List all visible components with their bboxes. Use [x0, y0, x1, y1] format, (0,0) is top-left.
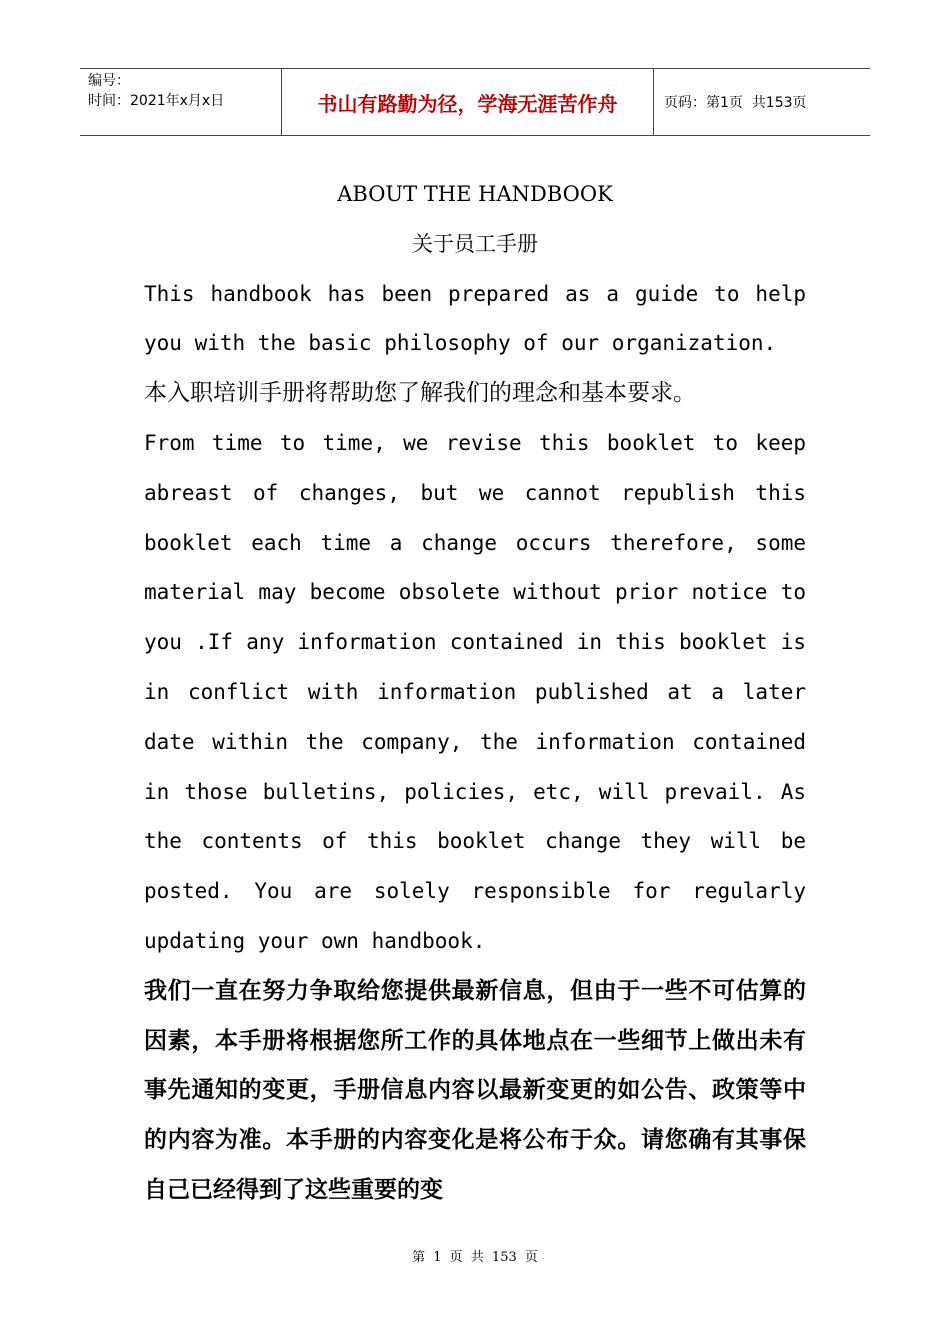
header-page-info — [654, 69, 870, 135]
date-label: 时间：2021年x月x日 — [88, 93, 225, 109]
header-motto: 书山有路勤为径，学海无涯苦作舟 — [282, 69, 654, 135]
document-title-cn: 关于员工手册 — [412, 231, 538, 256]
paragraph-en-2: From time to time, we revise this booklet to keep abreast of changes, but we cannot republish this booklet each time a change occurs therefore, some material may become obsolete without prior notice to you .If any information contained in this booklet is in conflict with information published at a later date within the company, the information contained in those bulletins, policies, etc, will prevail. As the contents of this booklet change they will be posted. You are solely responsible for regularly updating your own handbook. — [144, 430, 806, 953]
page-footer: 第 1 页 共 153 页 — [412, 1250, 538, 1265]
paragraph-cn-1: 本入职培训手册将帮助您了解我们的理念和基本要求。 — [144, 380, 696, 407]
document-body — [144, 170, 806, 1216]
header-meta — [80, 69, 282, 135]
document-title-en: ABOUT THE HANDBOOK — [337, 182, 613, 206]
page-info-text: 页码：第1页 共153页 — [664, 95, 807, 111]
page-header — [80, 68, 870, 136]
paragraph-en-1: This handbook has been prepared as a guide to help you with the basic philosophy of our organization. — [144, 281, 806, 356]
number-label: 编号： — [88, 73, 130, 89]
paragraph-cn-2: 我们一直在努力争取给您提供最新信息，但由于一些不可估算的因素，本手册将根据您所工作的具体地点在一些细节上做出未有事先通知的变更，手册信息内容以最新变更的如公告、政策等中的内容为准。本手册的内容变化是将公布于众。请您确有其事保自己已经得到了这些重要的变 — [144, 977, 806, 1203]
